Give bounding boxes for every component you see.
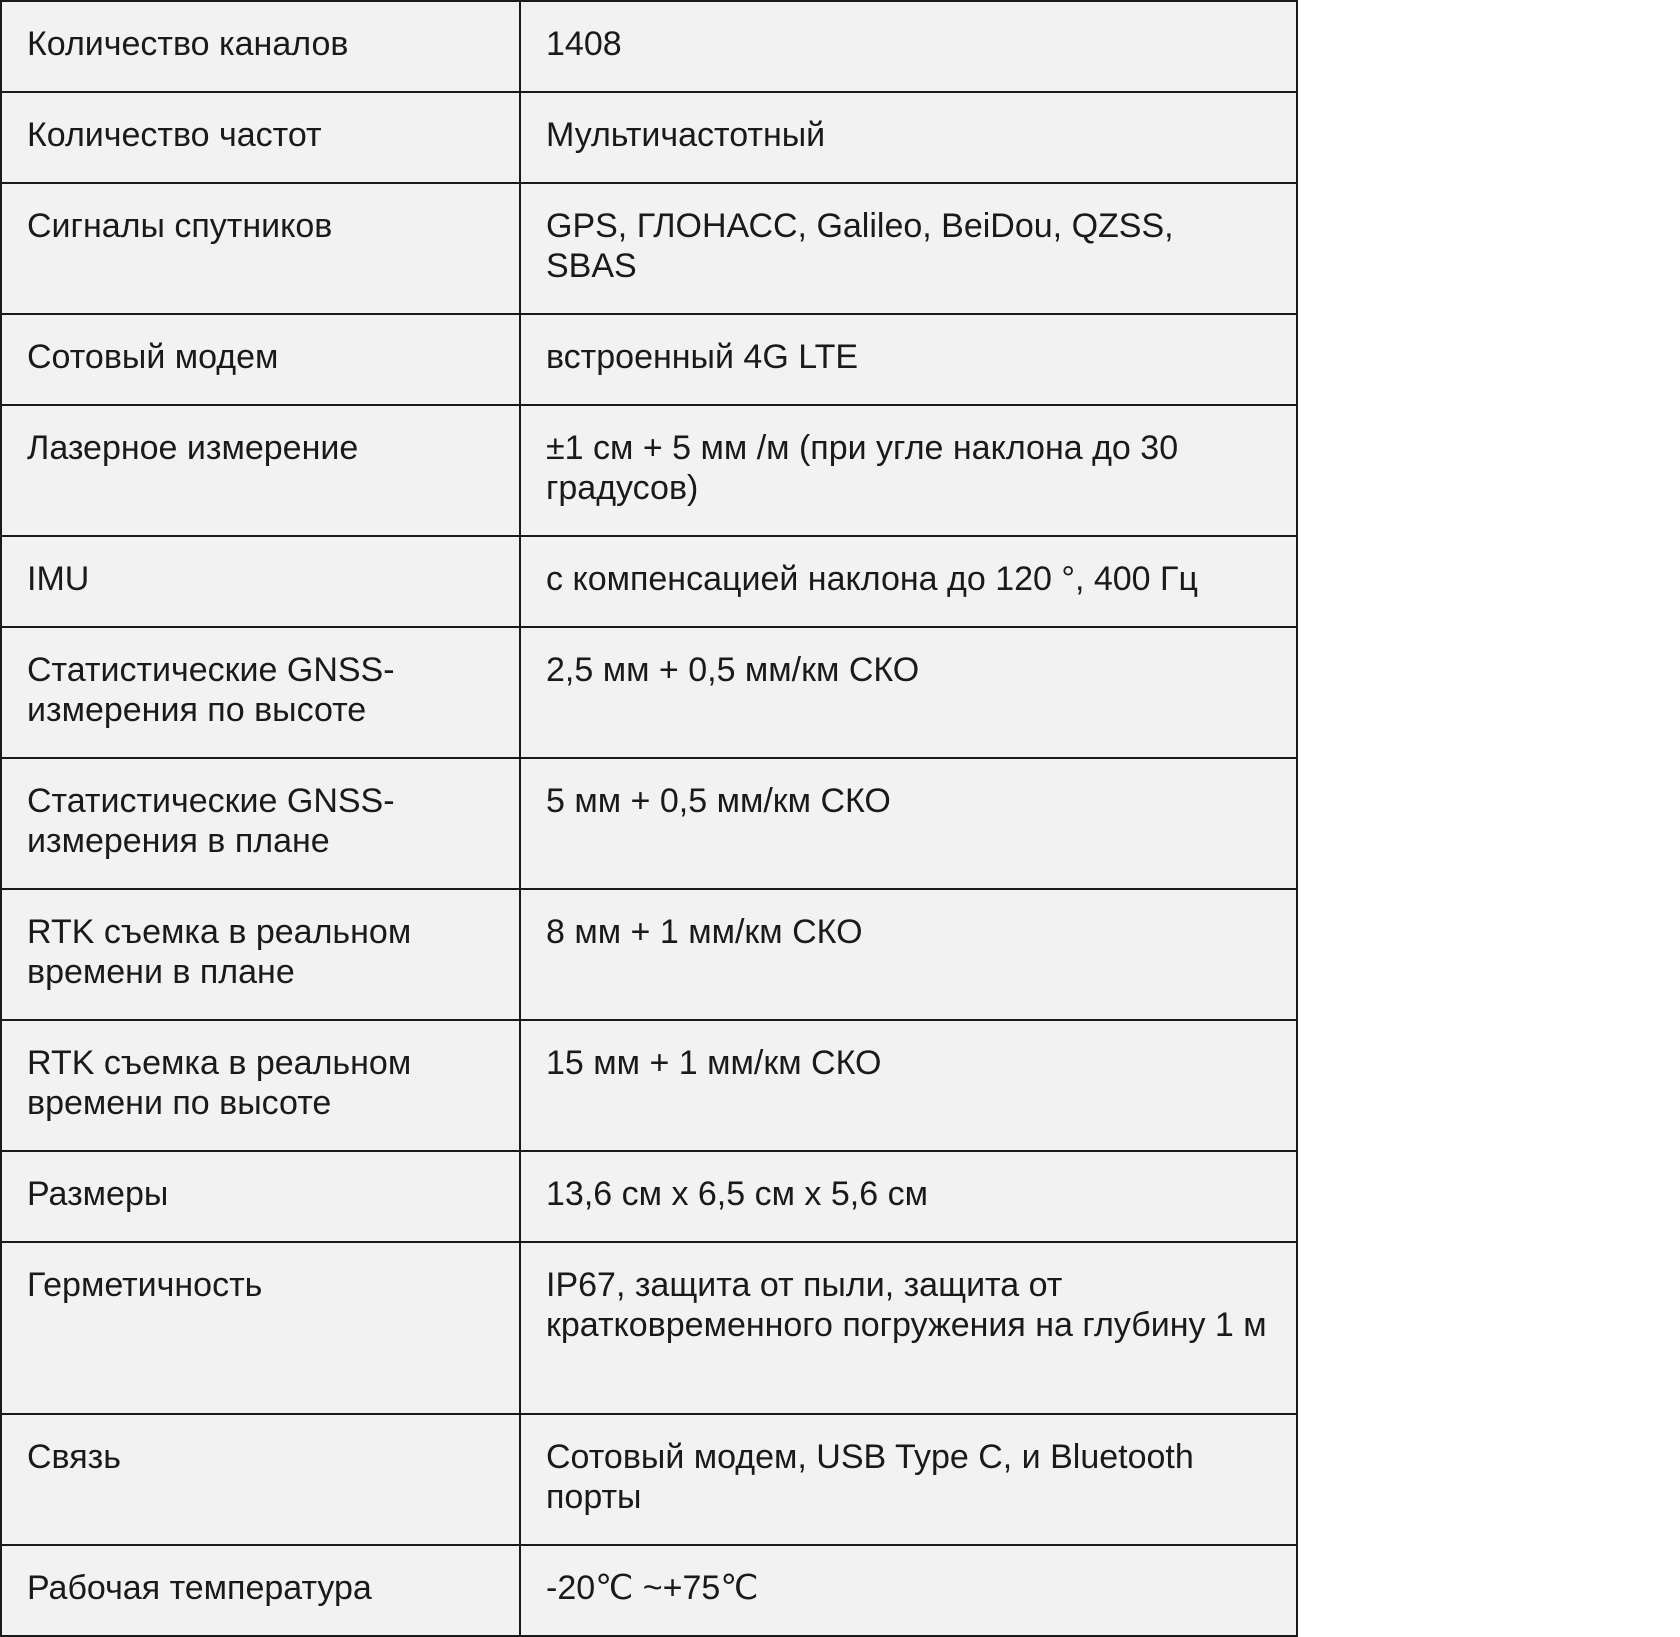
spec-label: Сигналы спутников <box>1 183 520 314</box>
spec-label: Количество каналов <box>1 1 520 92</box>
table-row <box>1 183 1297 314</box>
table-row <box>1 1151 1297 1242</box>
spec-label: Размеры <box>1 1151 520 1242</box>
table-row <box>1 314 1297 405</box>
table-row <box>1 92 1297 183</box>
spec-value: ±1 см + 5 мм /м (при угле наклона до 30 градусов) <box>520 405 1297 536</box>
spec-value: IP67, защита от пыли, защита от кратковременного погружения на глубину 1 м <box>520 1242 1297 1414</box>
spec-label: RTK съемка в реальном времени по высоте <box>1 1020 520 1151</box>
spec-value: с компенсацией наклона до 120 °, 400 Гц <box>520 536 1297 627</box>
spec-value: Мультичастотный <box>520 92 1297 183</box>
spec-label: Количество частот <box>1 92 520 183</box>
table-row <box>1 1020 1297 1151</box>
table-row <box>1 1545 1297 1636</box>
table-row <box>1 1 1297 92</box>
spec-value: 13,6 см х 6,5 см х 5,6 см <box>520 1151 1297 1242</box>
spec-value: встроенный 4G LTE <box>520 314 1297 405</box>
spec-value: GPS, ГЛОНАСС, Galileo, BeiDou, QZSS, SBAS <box>520 183 1297 314</box>
spec-label: Герметичность <box>1 1242 520 1414</box>
spec-label: RTK съемка в реальном времени в плане <box>1 889 520 1020</box>
spec-label: Рабочая температура <box>1 1545 520 1636</box>
spec-value: 1408 <box>520 1 1297 92</box>
table-row <box>1 758 1297 889</box>
table-row <box>1 1242 1297 1414</box>
spec-value: 15 мм + 1 мм/км СКО <box>520 1020 1297 1151</box>
spec-label: Статистические GNSS-измерения в плане <box>1 758 520 889</box>
table-row <box>1 889 1297 1020</box>
spec-label: Связь <box>1 1414 520 1545</box>
spec-label: Статистические GNSS-измерения по высоте <box>1 627 520 758</box>
spec-label: IMU <box>1 536 520 627</box>
spec-value: 5 мм + 0,5 мм/км СКО <box>520 758 1297 889</box>
table-row <box>1 1414 1297 1545</box>
spec-value: 8 мм + 1 мм/км СКО <box>520 889 1297 1020</box>
spec-value: -20℃ ~+75℃ <box>520 1545 1297 1636</box>
spec-value: 2,5 мм + 0,5 мм/км СКО <box>520 627 1297 758</box>
table-row <box>1 627 1297 758</box>
table-row <box>1 536 1297 627</box>
spec-label: Лазерное измерение <box>1 405 520 536</box>
spec-value: Сотовый модем, USB Type C, и Bluetooth порты <box>520 1414 1297 1545</box>
spec-label: Сотовый модем <box>1 314 520 405</box>
table-row <box>1 405 1297 536</box>
